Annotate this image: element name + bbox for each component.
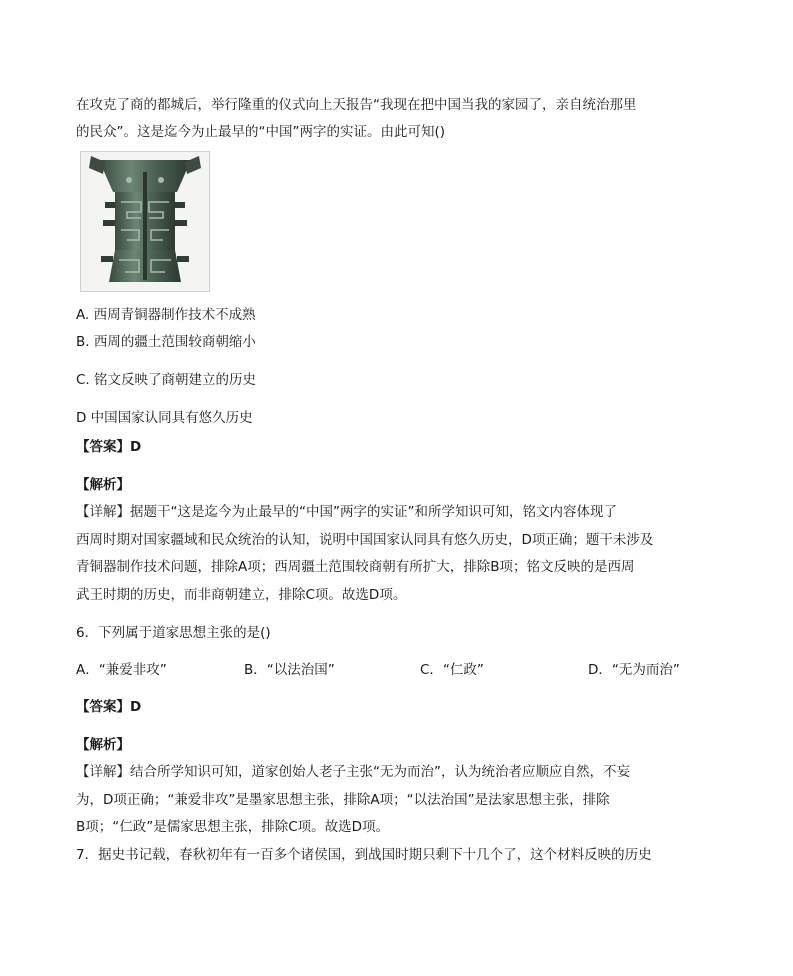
q5-stem-line-2: 的民众”。这是迄今为止最早的“中国”两字的实证。由此可知(): [76, 124, 446, 140]
q6-stem: 6．下列属于道家思想主张的是(): [76, 625, 271, 641]
q6-option-c: C．“仁政”: [420, 662, 484, 678]
q6-option-a: A．“兼爱非攻”: [76, 662, 167, 678]
q5-option-a: A. 西周青铜器制作技术不成熟: [76, 307, 256, 323]
q5-detail-line-1: 【详解】据题干“这是迄今为止最早的“中国”两字的实证”和所学知识可知，铭文内容体现了: [76, 504, 617, 520]
q6-detail-line-2: 为，D项正确；“兼爱非攻”是墨家思想主张，排除A项；“以法治国”是法家思想主张，排除: [76, 792, 610, 808]
q5-option-b: B. 西周的疆土范围较商朝缩小: [76, 334, 256, 350]
q6-analysis-label: 【解析】: [76, 737, 130, 753]
q5-stem-line-1: 在攻克了商的都城后，举行隆重的仪式向上天报告“我现在把中国当我的家园了，亲自统治那里: [76, 97, 637, 113]
q5-option-c: C. 铭文反映了商朝建立的历史: [76, 372, 257, 388]
q7-stem: 7．据史书记载，春秋初年有一百多个诸侯国，到战国时期只剩下十几个了，这个材料反映的历史: [76, 847, 652, 863]
q5-detail-line-2: 西周时期对国家疆域和民众统治的认知，说明中国国家认同具有悠久历史，D项正确；题干未涉及: [76, 532, 654, 548]
q6-option-d: D．“无为而治”: [588, 662, 680, 678]
bronze-vessel-image: [80, 151, 210, 292]
q6-detail-line-1: 【详解】结合所学知识可知，道家创始人老子主张“无为而治”，认为统治者应顺应自然，不妄: [76, 764, 630, 780]
q6-answer: 【答案】D: [76, 699, 142, 715]
q6-detail-line-3: B项；“仁政”是儒家思想主张，排除C项。故选D项。: [76, 819, 390, 835]
q5-detail-line-4: 武王时期的历史，而非商朝建立，排除C项。故选D项。: [76, 587, 407, 603]
q5-analysis-label: 【解析】: [76, 477, 130, 493]
q5-detail-line-3: 青铜器制作技术问题，排除A项；西周疆土范围较商朝有所扩大，排除B项；铭文反映的是西周: [76, 559, 635, 575]
q5-option-d: D 中国国家认同具有悠久历史: [76, 410, 253, 426]
q5-answer: 【答案】D: [76, 439, 142, 455]
q6-option-b: B．“以法治国”: [244, 662, 335, 678]
